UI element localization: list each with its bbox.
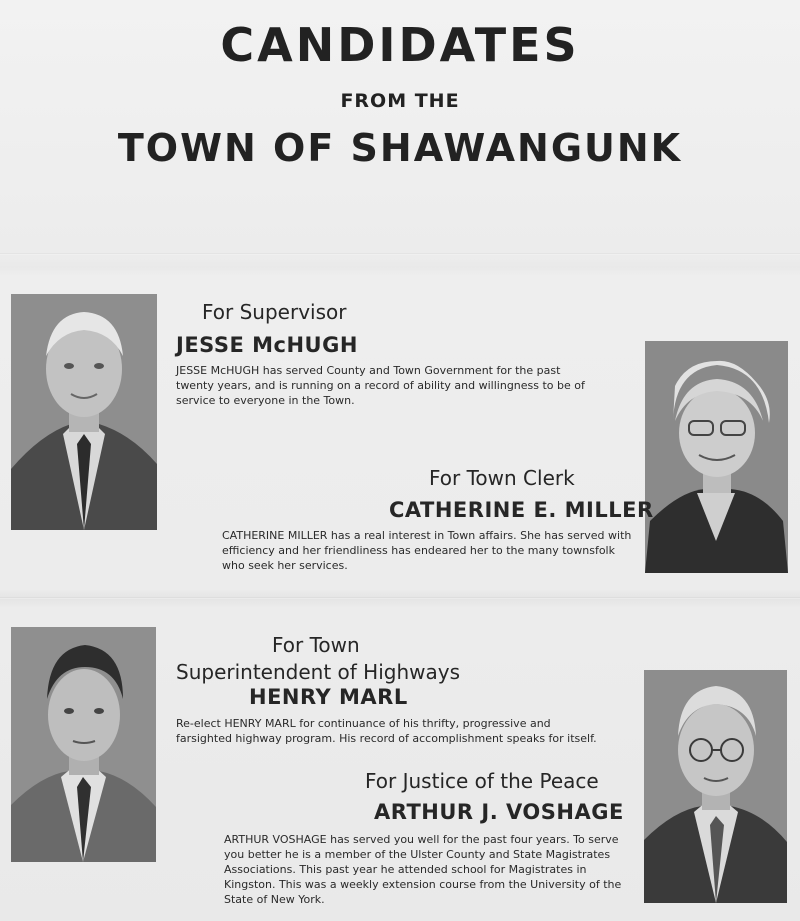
paper-fold xyxy=(0,253,800,255)
paper-fold xyxy=(0,597,800,599)
bio-henry-marl: Re-elect HENRY MARL for continuance of his thrifty, progressive and farsighted highway program. His record of accomplishment speaks for itself. xyxy=(176,717,597,745)
headline-from-the: FROM THE xyxy=(340,90,460,112)
name-catherine-miller: CATHERINE E. MILLER xyxy=(389,498,654,522)
portrait-henry-marl xyxy=(11,627,156,862)
name-jesse-mchugh: JESSE McHUGH xyxy=(176,333,358,357)
office-town-clerk: For Town Clerk xyxy=(429,466,575,490)
name-arthur-voshage: ARTHUR J. VOSHAGE xyxy=(374,800,624,824)
headline-candidates: CANDIDATES xyxy=(220,18,580,72)
office-justice-of-the-peace: For Justice of the Peace xyxy=(365,769,599,793)
portrait-arthur-voshage xyxy=(644,670,787,903)
headline-town: TOWN OF SHAWANGUNK xyxy=(117,126,683,170)
bio-arthur-voshage: ARTHUR VOSHAGE has served you well for the past four years. To serve you better he is a member of the Ulster County and State Magistrates Associations. This past year he attended school for Magistrates in Kingston. This was a weekly extension course from the University of the State of New York. xyxy=(224,833,622,906)
office-highways-line1: For Town xyxy=(272,633,360,657)
name-henry-marl: HENRY MARL xyxy=(249,685,408,709)
bio-catherine-miller: CATHERINE MILLER has a real interest in Town affairs. She has served with efficiency and her friendliness has endeared her to the many townsfolk who seek her services. xyxy=(222,529,632,572)
portrait-catherine-miller xyxy=(645,341,788,573)
office-highways-line2: Superintendent of Highways xyxy=(176,660,460,684)
bio-jesse-mchugh: JESSE McHUGH has served County and Town Government for the past twenty years, and is running on a record of ability and willingness to be of service to everyone in the Town. xyxy=(176,364,585,407)
office-supervisor: For Supervisor xyxy=(202,300,347,324)
portrait-jesse-mchugh xyxy=(11,294,157,530)
